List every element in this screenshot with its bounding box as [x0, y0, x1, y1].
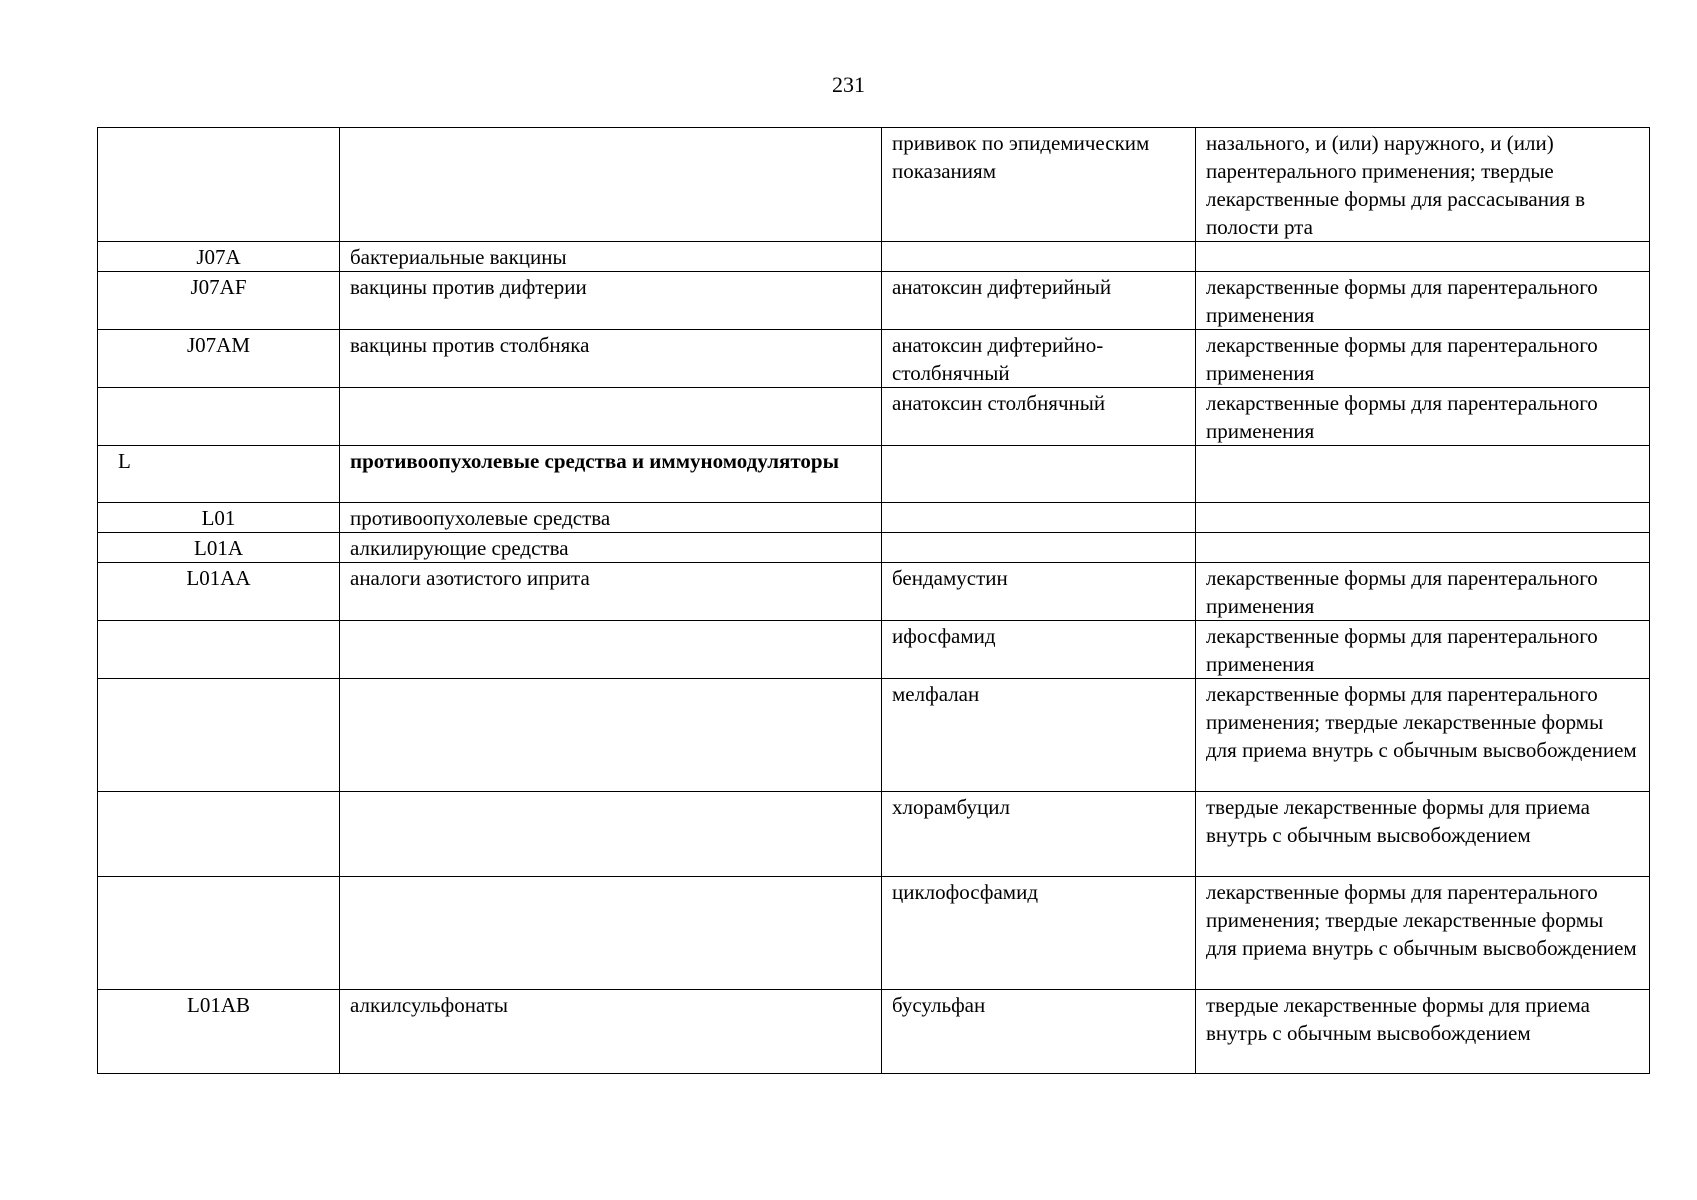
atc-code-cell: [98, 792, 340, 877]
anatomical-group-cell: бактериальные вакцины: [340, 242, 882, 272]
atc-code-cell: J07A: [98, 242, 340, 272]
drug-name-cell: [882, 242, 1196, 272]
dosage-form-cell: [1196, 503, 1650, 533]
table-row: [98, 446, 1650, 503]
anatomical-group-cell: алкилирующие средства: [340, 533, 882, 563]
anatomical-group-cell: противоопухолевые средства: [340, 503, 882, 533]
dosage-form-cell: лекарственные формы для парентерального применения: [1196, 563, 1650, 621]
atc-code-cell: [98, 128, 340, 242]
table-row: [98, 679, 1650, 792]
atc-code-cell: [98, 388, 340, 446]
table-row: [98, 792, 1650, 877]
table-row: [98, 242, 1650, 272]
drug-table: [97, 127, 1650, 1074]
atc-code-cell: L01: [98, 503, 340, 533]
table-row: [98, 330, 1650, 388]
drug-name-cell: ифосфамид: [882, 621, 1196, 679]
anatomical-group-cell: [340, 388, 882, 446]
dosage-form-cell: твердые лекарственные формы для приема внутрь с обычным высвобождением: [1196, 990, 1650, 1074]
table-row: [98, 503, 1650, 533]
dosage-form-cell: лекарственные формы для парентерального применения: [1196, 330, 1650, 388]
dosage-form-cell: [1196, 446, 1650, 503]
drug-name-cell: бусульфан: [882, 990, 1196, 1074]
table-row: [98, 621, 1650, 679]
table-row: [98, 990, 1650, 1074]
drug-name-cell: анатоксин столбнячный: [882, 388, 1196, 446]
drug-name-cell: [882, 533, 1196, 563]
dosage-form-cell: [1196, 533, 1650, 563]
atc-code-cell: J07AM: [98, 330, 340, 388]
page-number: 231: [832, 72, 865, 97]
anatomical-group-cell: вакцины против дифтерии: [340, 272, 882, 330]
anatomical-group-cell: алкилсульфонаты: [340, 990, 882, 1074]
atc-code-cell: J07AF: [98, 272, 340, 330]
table-row: [98, 877, 1650, 990]
drug-name-cell: анатоксин дифтерийно-столбнячный: [882, 330, 1196, 388]
drug-name-cell: мелфалан: [882, 679, 1196, 792]
anatomical-group-cell: аналоги азотистого иприта: [340, 563, 882, 621]
dosage-form-cell: лекарственные формы для парентерального применения; твердые лекарственные формы для приема внутрь с обычным высвобождением: [1196, 877, 1650, 990]
dosage-form-cell: назального, и (или) наружного, и (или) парентерального применения; твердые лекарственные формы для рассасывания в полости рта: [1196, 128, 1650, 242]
anatomical-group-cell: противоопухолевые средства и иммуномодуляторы: [340, 446, 882, 503]
atc-code-cell: [98, 621, 340, 679]
atc-code-cell: L01AB: [98, 990, 340, 1074]
table-row: [98, 272, 1650, 330]
dosage-form-cell: [1196, 242, 1650, 272]
table-body: [98, 128, 1650, 1074]
drug-name-cell: прививок по эпидемическим показаниям: [882, 128, 1196, 242]
table-row: [98, 563, 1650, 621]
drug-name-cell: [882, 446, 1196, 503]
atc-code-cell: L: [98, 446, 340, 503]
drug-name-cell: анатоксин дифтерийный: [882, 272, 1196, 330]
anatomical-group-cell: [340, 877, 882, 990]
dosage-form-cell: лекарственные формы для парентерального применения; твердые лекарственные формы для приема внутрь с обычным высвобождением: [1196, 679, 1650, 792]
anatomical-group-cell: [340, 128, 882, 242]
dosage-form-cell: твердые лекарственные формы для приема внутрь с обычным высвобождением: [1196, 792, 1650, 877]
dosage-form-cell: лекарственные формы для парентерального применения: [1196, 621, 1650, 679]
anatomical-group-cell: [340, 792, 882, 877]
anatomical-group-cell: вакцины против столбняка: [340, 330, 882, 388]
drug-name-cell: [882, 503, 1196, 533]
dosage-form-cell: лекарственные формы для парентерального применения: [1196, 272, 1650, 330]
table-row: [98, 388, 1650, 446]
drug-name-cell: бендамустин: [882, 563, 1196, 621]
table-row: [98, 533, 1650, 563]
atc-code-cell: [98, 877, 340, 990]
drug-name-cell: хлорамбуцил: [882, 792, 1196, 877]
dosage-form-cell: лекарственные формы для парентерального применения: [1196, 388, 1650, 446]
anatomical-group-cell: [340, 679, 882, 792]
anatomical-group-cell: [340, 621, 882, 679]
atc-code-cell: [98, 679, 340, 792]
atc-code-cell: L01AA: [98, 563, 340, 621]
atc-code-cell: L01A: [98, 533, 340, 563]
table-row: [98, 128, 1650, 242]
drug-name-cell: циклофосфамид: [882, 877, 1196, 990]
